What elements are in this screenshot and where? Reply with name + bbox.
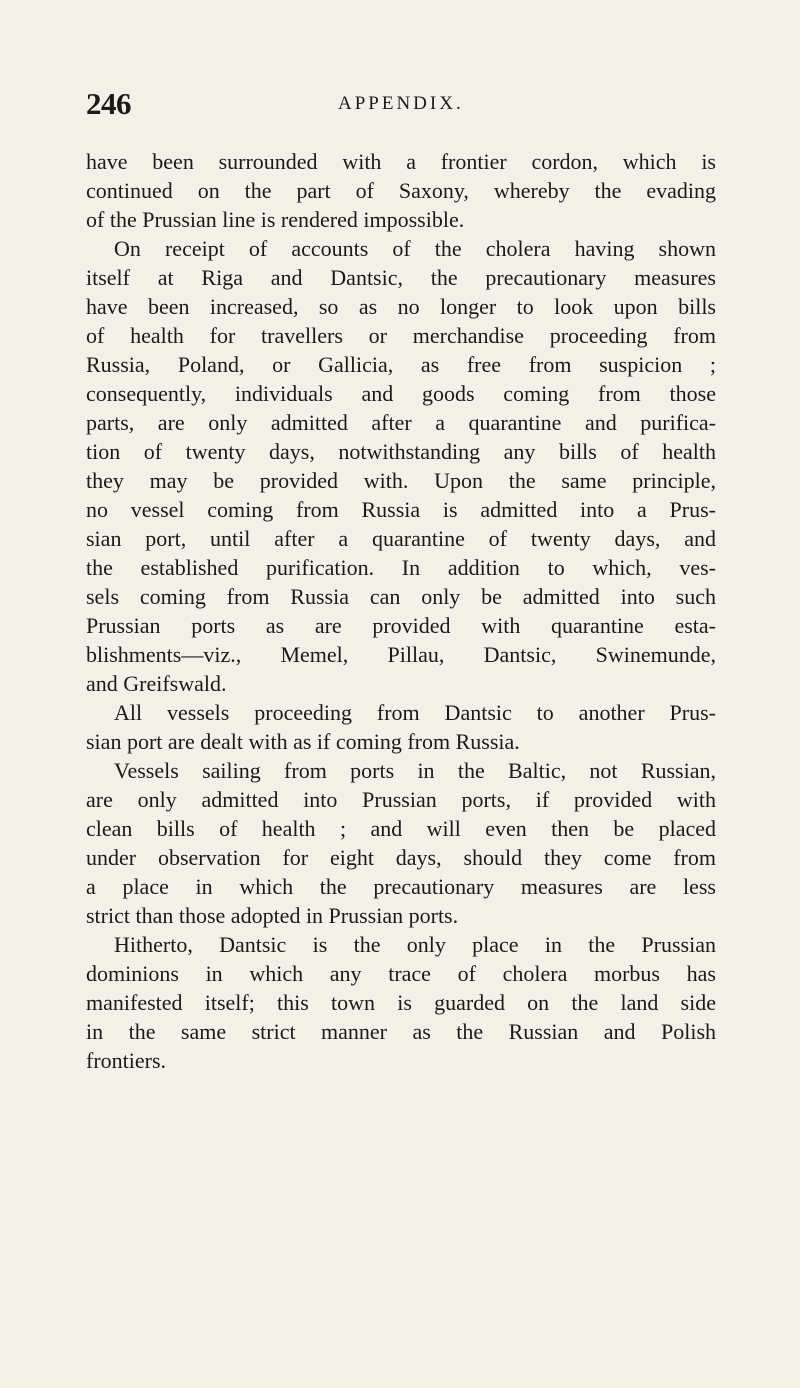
- text-line: of health for travellers or merchandise proceeding from: [86, 323, 716, 348]
- text-line: Hitherto, Dantsic is the only place in the Prussian: [114, 932, 716, 957]
- text-line: consequently, individuals and goods coming from those: [86, 381, 716, 406]
- text-line: clean bills of health ; and will even then be placed: [86, 816, 716, 841]
- text-line: are only admitted into Prussian ports, if provided with: [86, 787, 716, 812]
- running-head: APPENDIX.: [338, 93, 464, 114]
- text-line: no vessel coming from Russia is admitted into a Prus-: [86, 497, 716, 522]
- text-line: strict than those adopted in Prussian ports.: [86, 903, 459, 928]
- text-line: of the Prussian line is rendered impossible.: [86, 207, 465, 232]
- text-line: blishments—viz., Memel, Pillau, Dantsic, Swinemunde,: [86, 642, 716, 667]
- text-line: dominions in which any trace of cholera morbus has: [86, 961, 716, 986]
- text-line: All vessels proceeding from Dantsic to another Prus-: [114, 700, 716, 725]
- body-text: [86, 147, 716, 1075]
- text-line: tion of twenty days, notwithstanding any bills of health: [86, 439, 716, 464]
- text-line: On receipt of accounts of the cholera having shown: [114, 236, 716, 261]
- text-line: manifested itself; this town is guarded on the land side: [86, 990, 716, 1015]
- text-line: sian port are dealt with as if coming from Russia.: [86, 729, 520, 754]
- text-line: Russia, Poland, or Gallicia, as free from suspicion ;: [86, 352, 716, 377]
- text-line: have been surrounded with a frontier cordon, which is: [86, 149, 716, 174]
- text-line: continued on the part of Saxony, whereby the evading: [86, 178, 716, 203]
- text-line: sian port, until after a quarantine of twenty days, and: [86, 526, 716, 551]
- page-header: [86, 86, 706, 126]
- text-line: have been increased, so as no longer to look upon bills: [86, 294, 716, 319]
- text-line: in the same strict manner as the Russian and Polish: [86, 1019, 716, 1044]
- text-line: itself at Riga and Dantsic, the precautionary measures: [86, 265, 716, 290]
- text-line: Vessels sailing from ports in the Baltic, not Russian,: [114, 758, 716, 783]
- text-line: a place in which the precautionary measures are less: [86, 874, 716, 899]
- text-line: the established purification. In addition to which, ves-: [86, 555, 716, 580]
- text-line: and Greifswald.: [86, 671, 227, 696]
- text-line: frontiers.: [86, 1048, 167, 1073]
- text-line: they may be provided with. Upon the same principle,: [86, 468, 716, 493]
- page-number: 246: [86, 86, 131, 121]
- text-line: Prussian ports as are provided with quarantine esta-: [86, 613, 716, 638]
- text-line: sels coming from Russia can only be admitted into such: [86, 584, 716, 609]
- text-line: parts, are only admitted after a quarantine and purifica-: [86, 410, 716, 435]
- text-line: under observation for eight days, should they come from: [86, 845, 716, 870]
